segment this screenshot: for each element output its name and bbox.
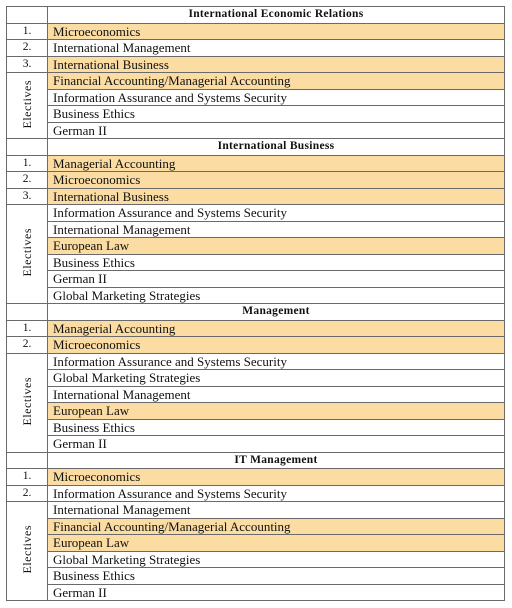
- course-name: Global Marketing Strategies: [48, 287, 505, 304]
- elective-course-row: [7, 287, 505, 304]
- course-number: 3.: [7, 56, 48, 73]
- elective-course-row: [7, 419, 505, 436]
- elective-course-row: [7, 436, 505, 453]
- course-name: European Law: [48, 403, 505, 420]
- course-number: 2.: [7, 40, 48, 57]
- header-empty-cell: [7, 304, 48, 321]
- elective-course-row: [7, 551, 505, 568]
- section-header-row: [7, 452, 505, 469]
- electives-label: Electives: [20, 525, 34, 574]
- required-course-row: [7, 40, 505, 57]
- course-table: [6, 6, 505, 601]
- electives-label-cell: [7, 73, 48, 139]
- course-name: German II: [48, 436, 505, 453]
- course-name: German II: [48, 271, 505, 288]
- required-course-row: [7, 469, 505, 486]
- course-table-body: [7, 7, 505, 601]
- course-name: Managerial Accounting: [48, 155, 505, 172]
- course-number: 1.: [7, 320, 48, 337]
- course-name: International Management: [48, 386, 505, 403]
- course-name: German II: [48, 122, 505, 139]
- elective-course-row: [7, 370, 505, 387]
- course-name: Financial Accounting/Managerial Accounting: [48, 73, 505, 90]
- course-name: International Management: [48, 40, 505, 57]
- header-empty-cell: [7, 452, 48, 469]
- section-header-row: [7, 304, 505, 321]
- required-course-row: [7, 23, 505, 40]
- course-number: 1.: [7, 155, 48, 172]
- elective-course-row: [7, 584, 505, 601]
- electives-label-cell: [7, 502, 48, 601]
- course-name: Business Ethics: [48, 254, 505, 271]
- electives-label: Electives: [20, 376, 34, 425]
- course-name: Microeconomics: [48, 23, 505, 40]
- section-header-row: [7, 139, 505, 156]
- electives-label: Electives: [20, 79, 34, 128]
- section-header-row: [7, 7, 505, 24]
- elective-course-row: [7, 386, 505, 403]
- required-course-row: [7, 172, 505, 189]
- course-name: International Business: [48, 188, 505, 205]
- course-name: European Law: [48, 535, 505, 552]
- course-number: 2.: [7, 485, 48, 502]
- elective-course-row: [7, 205, 505, 222]
- course-name: Information Assurance and Systems Security: [48, 89, 505, 106]
- course-name: Global Marketing Strategies: [48, 551, 505, 568]
- course-number: 2.: [7, 172, 48, 189]
- course-name: Financial Accounting/Managerial Accounting: [48, 518, 505, 535]
- course-number: 1.: [7, 469, 48, 486]
- course-name: International Management: [48, 502, 505, 519]
- section-title: Management: [48, 304, 505, 321]
- course-name: Microeconomics: [48, 337, 505, 354]
- course-name: Managerial Accounting: [48, 320, 505, 337]
- elective-course-row: [7, 106, 505, 123]
- required-course-row: [7, 188, 505, 205]
- course-name: Information Assurance and Systems Security: [48, 205, 505, 222]
- course-number: 2.: [7, 337, 48, 354]
- electives-label: Electives: [20, 228, 34, 277]
- course-name: International Business: [48, 56, 505, 73]
- course-name: European Law: [48, 238, 505, 255]
- course-name: Microeconomics: [48, 469, 505, 486]
- course-name: German II: [48, 584, 505, 601]
- course-name: Global Marketing Strategies: [48, 370, 505, 387]
- required-course-row: [7, 485, 505, 502]
- course-name: Information Assurance and Systems Security: [48, 353, 505, 370]
- section-title: IT Management: [48, 452, 505, 469]
- elective-course-row: [7, 403, 505, 420]
- elective-course-row: [7, 502, 505, 519]
- header-empty-cell: [7, 139, 48, 156]
- elective-course-row: [7, 353, 505, 370]
- course-number: 3.: [7, 188, 48, 205]
- course-name: Business Ethics: [48, 106, 505, 123]
- required-course-row: [7, 320, 505, 337]
- elective-course-row: [7, 89, 505, 106]
- elective-course-row: [7, 122, 505, 139]
- course-name: Information Assurance and Systems Security: [48, 485, 505, 502]
- electives-label-cell: [7, 205, 48, 304]
- section-title: International Economic Relations: [48, 7, 505, 24]
- required-course-row: [7, 56, 505, 73]
- section-title: International Business: [48, 139, 505, 156]
- required-course-row: [7, 155, 505, 172]
- course-name: International Management: [48, 221, 505, 238]
- elective-course-row: [7, 518, 505, 535]
- course-name: Microeconomics: [48, 172, 505, 189]
- course-name: Business Ethics: [48, 568, 505, 585]
- elective-course-row: [7, 221, 505, 238]
- elective-course-row: [7, 254, 505, 271]
- course-name: Business Ethics: [48, 419, 505, 436]
- elective-course-row: [7, 73, 505, 90]
- elective-course-row: [7, 535, 505, 552]
- elective-course-row: [7, 568, 505, 585]
- header-empty-cell: [7, 7, 48, 24]
- course-number: 1.: [7, 23, 48, 40]
- course-table-container: [6, 6, 505, 601]
- elective-course-row: [7, 271, 505, 288]
- required-course-row: [7, 337, 505, 354]
- elective-course-row: [7, 238, 505, 255]
- electives-label-cell: [7, 353, 48, 452]
